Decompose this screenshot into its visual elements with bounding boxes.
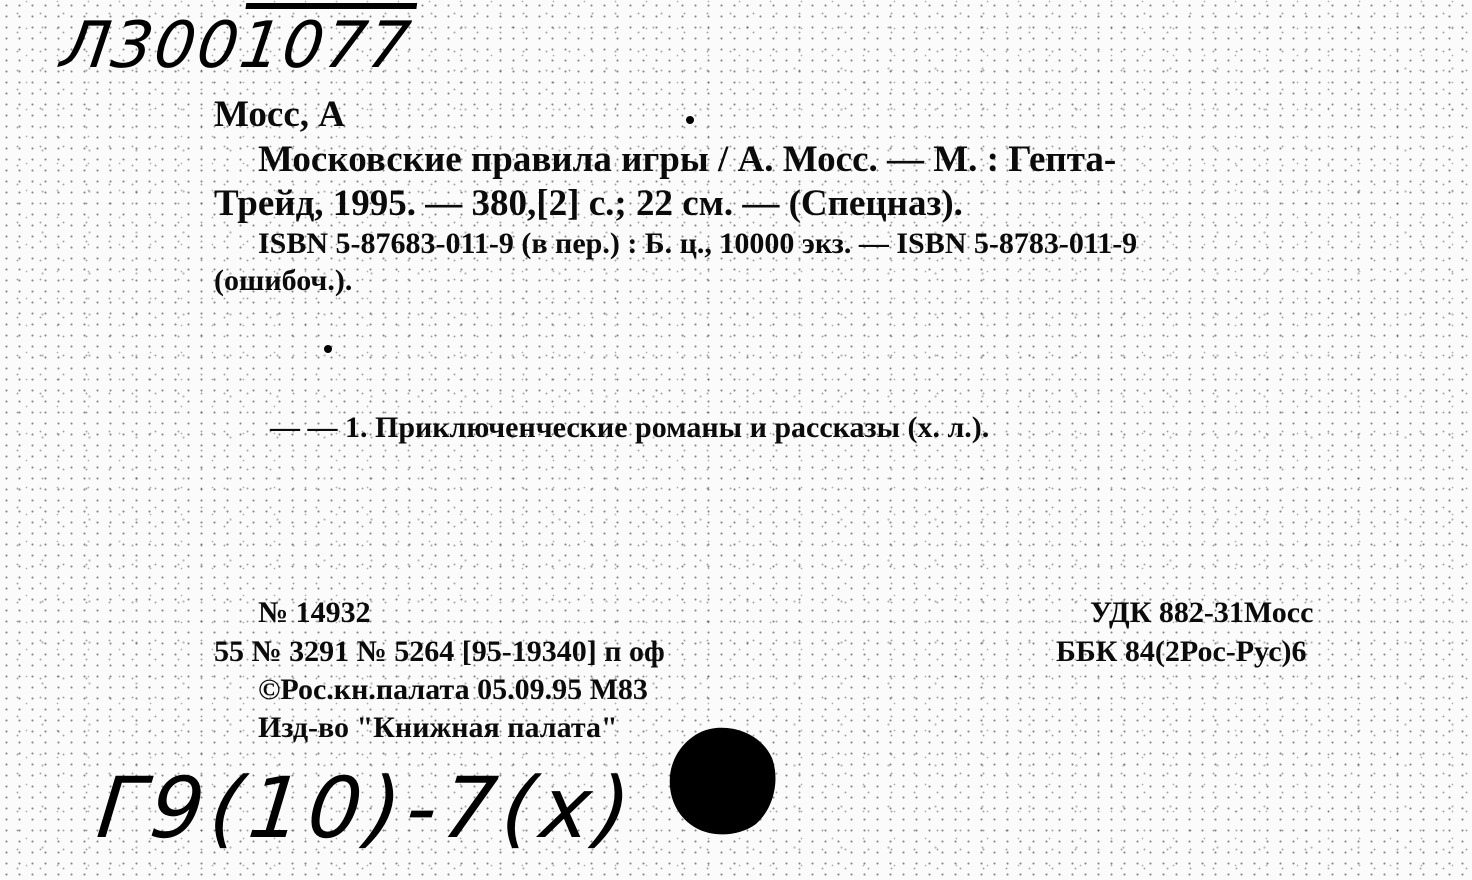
isbn-line-2: (ошибоч.). bbox=[214, 264, 353, 297]
ink-blot bbox=[664, 724, 778, 838]
handwritten-shelf-mark-number: 1077 bbox=[235, 9, 417, 83]
handwritten-classification-mark: Г9(10)-7(х) bbox=[92, 759, 641, 857]
title-line-1: Московские правила игры / А. Мосс. — М. : Гепта- bbox=[258, 139, 1117, 180]
udc-code: УДК 882-31Мосс bbox=[1090, 596, 1314, 629]
subject-heading: — — 1. Приключенческие романы и рассказы (х. л.). bbox=[270, 411, 990, 444]
bbk-code: ББК 84(2Рос-Рус)6 bbox=[1056, 635, 1307, 668]
isbn-line-1: ISBN 5-87683-011-9 (в пер.) : Б. ц., 10000 экз. — ISBN 5-8783-011-9 bbox=[258, 227, 1138, 260]
record-line: 55 № 3291 № 5264 [95-19340] п оф bbox=[214, 635, 665, 668]
ink-dot bbox=[324, 345, 332, 353]
handwritten-shelf-mark bbox=[56, 9, 417, 83]
title-line-2: Трейд, 1995. — 380,[2] с.; 22 см. — (Спецназ). bbox=[214, 183, 963, 224]
author-heading: Мосс, А bbox=[214, 94, 345, 135]
handwritten-shelf-mark-prefix: Л300 bbox=[56, 9, 246, 83]
ink-dot bbox=[686, 116, 694, 124]
publisher-line: Изд-во "Книжная палата" bbox=[258, 711, 618, 744]
record-number: № 14932 bbox=[258, 596, 371, 629]
copyright-line: ©Рос.кн.палата 05.09.95 М83 bbox=[258, 673, 648, 706]
